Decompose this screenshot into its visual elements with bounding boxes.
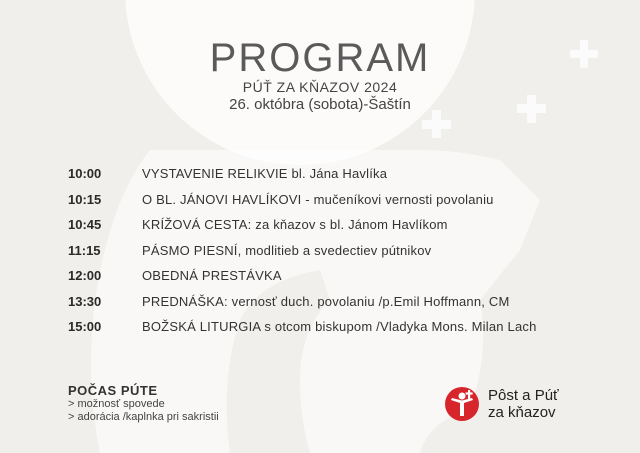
schedule-row	[68, 187, 628, 213]
schedule-row	[68, 238, 628, 264]
schedule-row	[68, 263, 628, 289]
schedule-event: BOŽSKÁ LITURGIA s otcom biskupom /Vladyka Mons. Milan Lach	[142, 319, 537, 335]
schedule-time: 10:15	[68, 191, 102, 207]
schedule-event: VYSTAVENIE RELIKVIE bl. Jána Havlíka	[142, 166, 388, 182]
event-date: 26. októbra (sobota)-Šaštín	[229, 96, 411, 113]
schedule-event: OBEDNÁ PRESTÁVKA	[142, 268, 282, 284]
schedule-event: KRÍŽOVÁ CESTA: za kňazov s bl. Jánom Havlíkom	[142, 217, 448, 233]
schedule-event: PREDNÁŠKA: vernosť duch. povolaniu /p.Emil Hoffmann, CM	[142, 293, 510, 309]
schedule-time: 15:00	[68, 319, 102, 335]
logo-line-2: za kňazov	[488, 404, 556, 421]
page-subtitle: PÚŤ ZA KŇAZOV 2024	[242, 79, 398, 95]
schedule-list	[68, 161, 628, 340]
schedule-event: O BL. JÁNOVI HAVLÍKOVI - mučeníkovi vernosti povolaniu	[142, 191, 494, 207]
logo-text	[488, 387, 559, 421]
footer-item: > adorácia /kaplnka pri sakristii	[68, 411, 219, 423]
header	[0, 38, 640, 114]
pilgrim-logo-icon	[444, 386, 480, 422]
footer-item: > možnosť spovede	[68, 398, 165, 410]
schedule-time: 13:30	[68, 293, 102, 309]
schedule-time: 10:00	[68, 166, 102, 182]
page-title: PROGRAM	[209, 36, 431, 80]
organization-logo	[444, 386, 559, 422]
schedule-row	[68, 161, 628, 187]
schedule-row	[68, 212, 628, 238]
schedule-event: PÁSMO PIESNÍ, modlitieb a svedectiev pútnikov	[142, 242, 432, 258]
logo-line-1: Pôst a Púť	[488, 387, 559, 404]
footer-title: POČAS PÚTE	[68, 383, 158, 398]
schedule-time: 12:00	[68, 268, 102, 284]
schedule-time: 10:45	[68, 217, 102, 233]
during-pilgrimage-info	[68, 383, 219, 424]
schedule-row	[68, 314, 628, 340]
schedule-time: 11:15	[68, 242, 101, 258]
schedule-row	[68, 289, 628, 315]
